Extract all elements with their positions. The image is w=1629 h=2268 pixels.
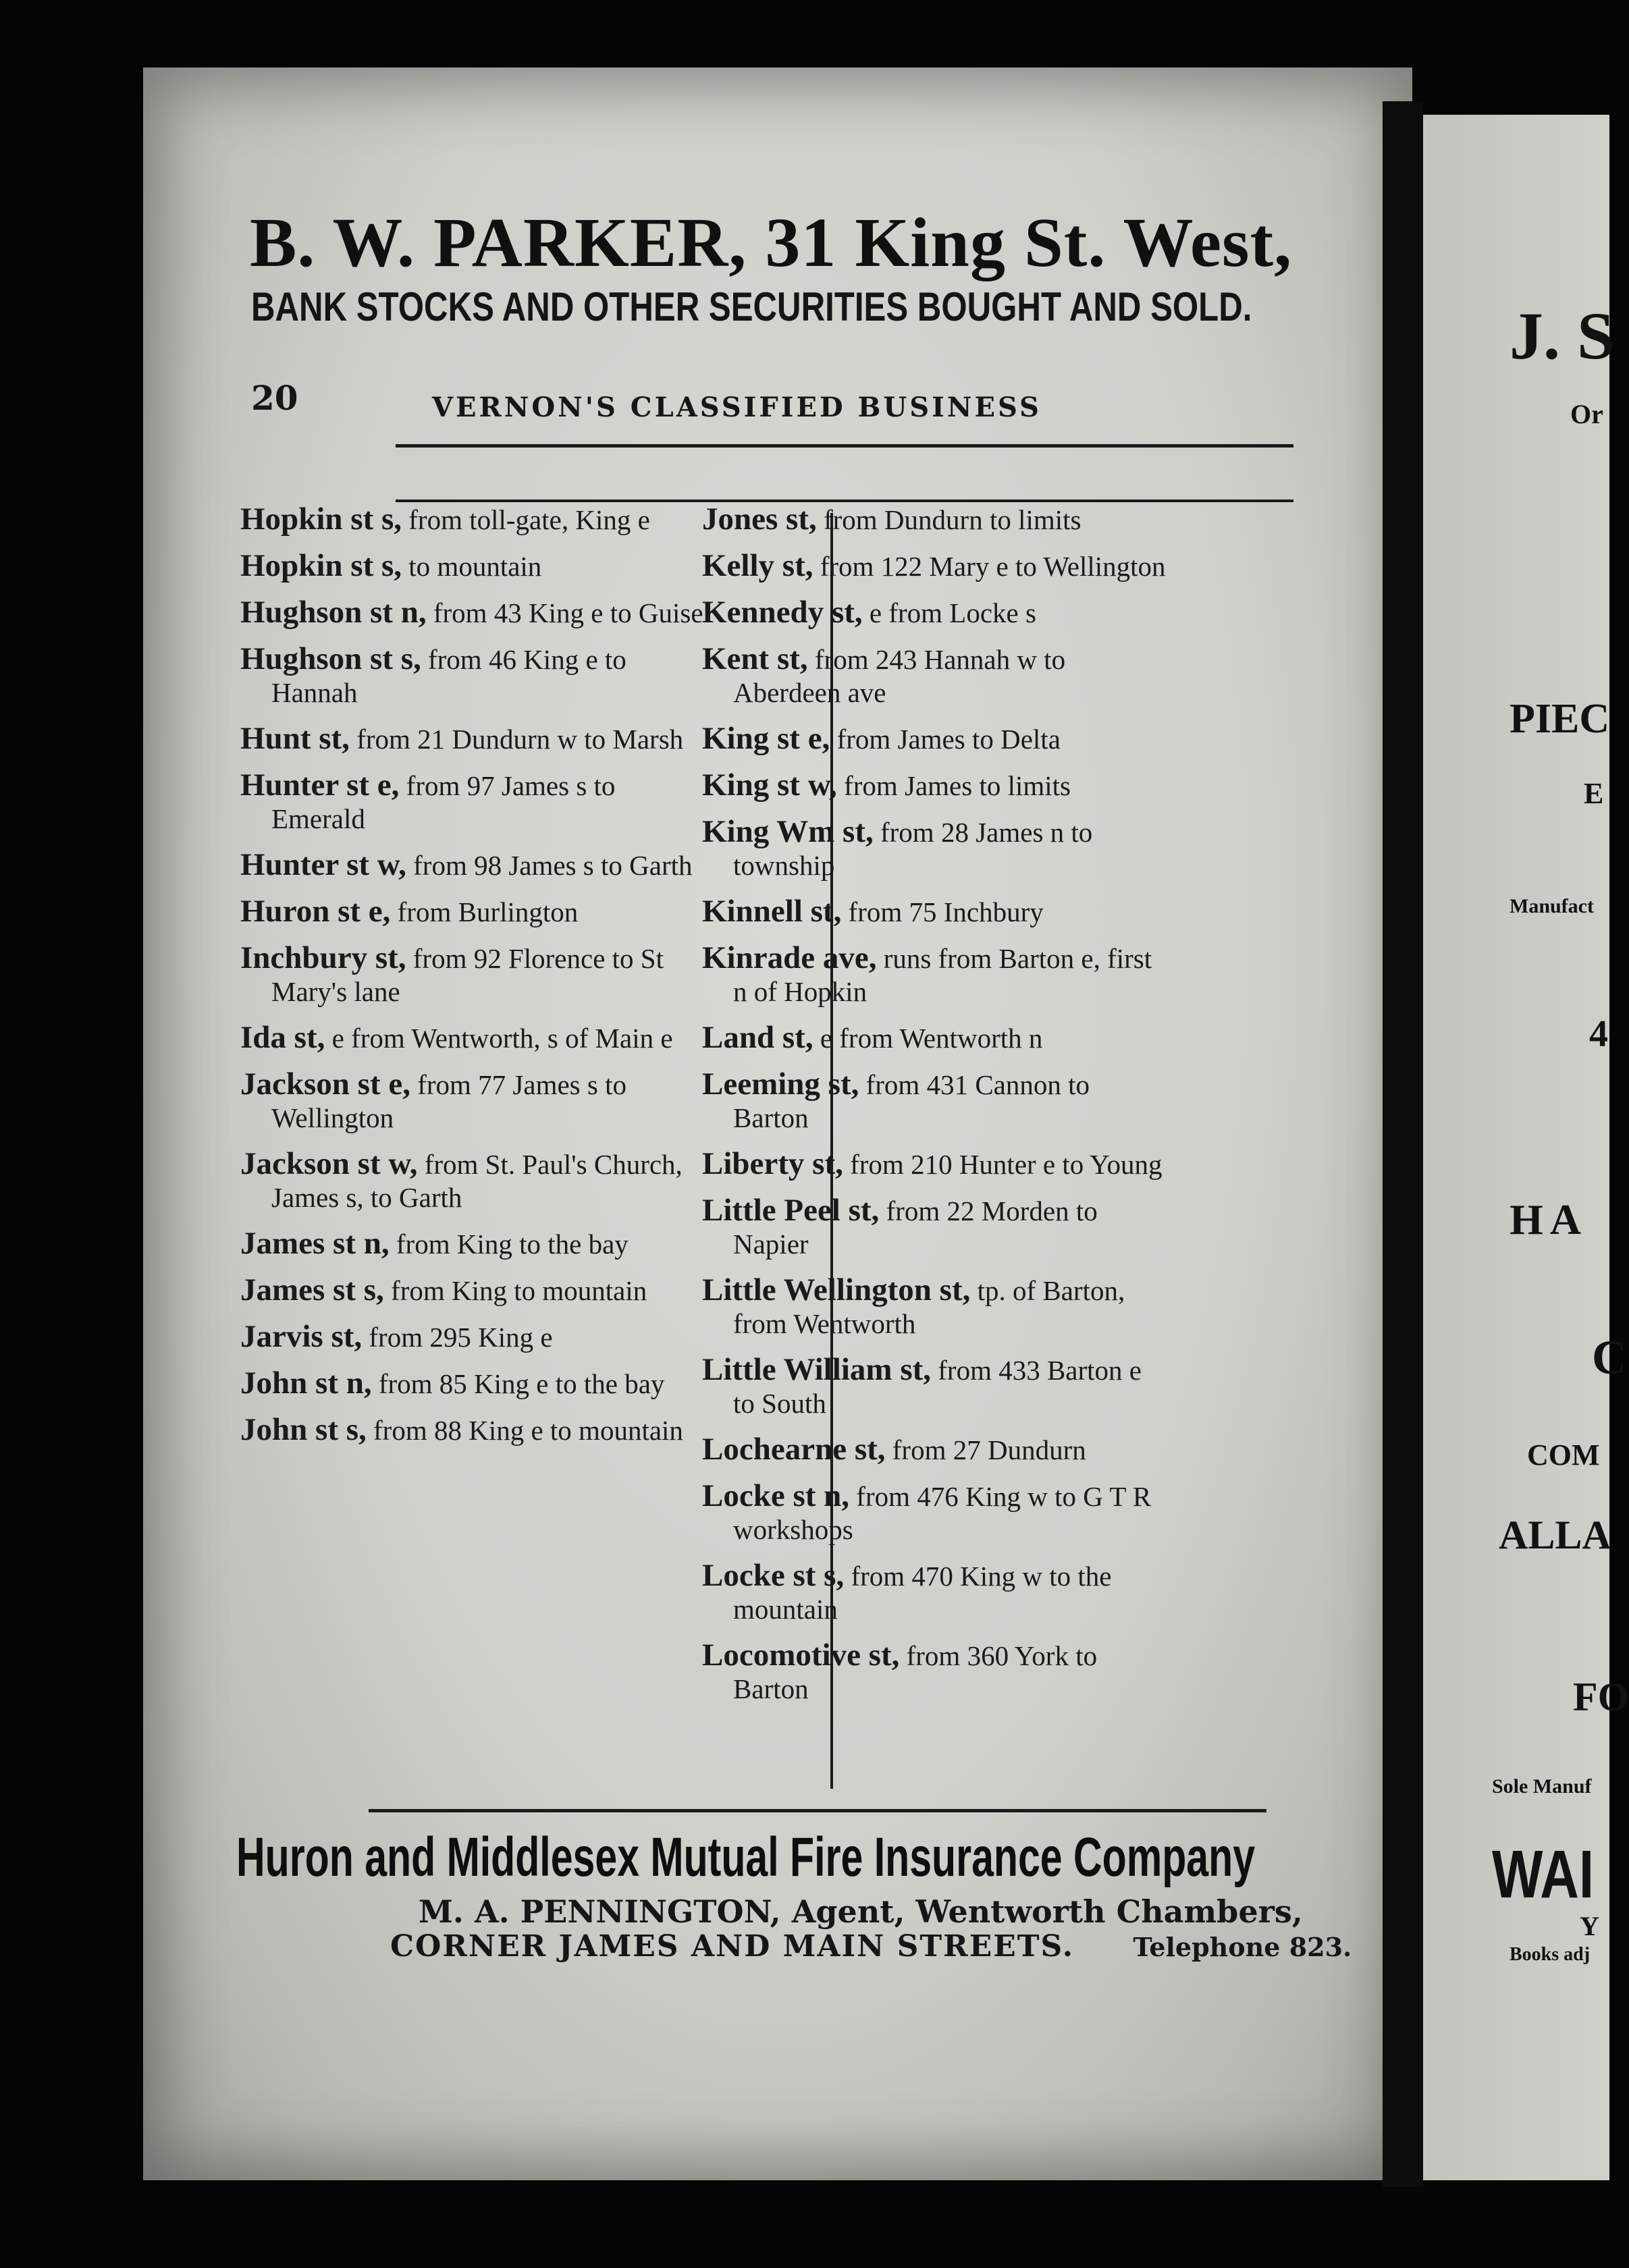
- street-description: from 88 King e to mountain: [373, 1415, 683, 1446]
- street-description: tp. of Barton, from Wentworth: [733, 1275, 1125, 1339]
- street-entry: [240, 1413, 706, 1447]
- footer-company-name: Huron and Middlesex Mutual Fire Insurance Company: [236, 1827, 1256, 1888]
- street-name: Inchbury st,: [240, 940, 406, 975]
- street-name: Hughson st n,: [240, 595, 427, 630]
- street-description: from James to Delta: [836, 724, 1061, 755]
- street-entry: [702, 643, 1168, 709]
- street-entry: [240, 722, 706, 756]
- facing-fragment-4: E: [1584, 777, 1604, 810]
- street-name: John st n,: [240, 1366, 372, 1401]
- street-entry: [240, 1367, 706, 1401]
- facing-fragment-8: C: [1592, 1330, 1627, 1384]
- facing-fragment-13: WAI: [1492, 1837, 1595, 1912]
- street-description: to mountain: [408, 551, 542, 582]
- footer-rule: [369, 1809, 1266, 1812]
- footer-agent-line: M. A. PENNINGTON, Agent, Wentworth Chambers,: [419, 1893, 1303, 1930]
- street-entry: [702, 895, 1168, 929]
- street-name: Locomotive st,: [702, 1638, 900, 1673]
- right-column: [702, 503, 1168, 1719]
- street-description: from St. Paul's Church, James s, to Garth: [271, 1149, 683, 1213]
- street-entry: [240, 596, 706, 630]
- street-entry: [240, 848, 706, 882]
- street-name: King Wm st,: [702, 814, 874, 849]
- street-entry: [240, 895, 706, 929]
- street-name: Jarvis st,: [240, 1319, 363, 1354]
- street-name: Little Wellington st,: [702, 1272, 971, 1307]
- street-entry: [240, 1068, 706, 1135]
- street-description: e from Wentworth n: [820, 1023, 1043, 1054]
- street-entry: [240, 1227, 706, 1261]
- street-description: from 46 King e to Hannah: [271, 644, 626, 708]
- street-entry: [702, 942, 1168, 1008]
- street-name: Kinnell st,: [702, 894, 842, 929]
- street-description: from 43 King e to Guise: [433, 597, 703, 628]
- header-advert-subtitle: BANK STOCKS AND OTHER SECURITIES BOUGHT AND SOLD.: [251, 284, 1252, 329]
- street-description: from King to mountain: [391, 1275, 647, 1306]
- street-description: from 295 King e: [369, 1322, 553, 1353]
- street-description: from 75 Inchbury: [848, 896, 1044, 927]
- street-name: James st n,: [240, 1226, 390, 1261]
- street-entry: [240, 503, 706, 537]
- facing-fragment-1: J. S: [1510, 298, 1615, 373]
- street-entry: [702, 1353, 1168, 1420]
- street-entry: [702, 815, 1168, 882]
- street-name: King st e,: [702, 721, 830, 756]
- street-name: Jones st,: [702, 502, 817, 537]
- street-description: from 27 Dundurn: [892, 1434, 1086, 1465]
- street-entry: [702, 549, 1168, 583]
- street-name: Hunter st w,: [240, 847, 406, 882]
- street-entry: [240, 1148, 706, 1214]
- street-name: Locke st s,: [702, 1558, 845, 1593]
- street-description: from 431 Cannon to Barton: [733, 1069, 1090, 1133]
- street-description: from Dundurn to limits: [823, 504, 1081, 535]
- running-title-rule: [396, 500, 1293, 502]
- left-column: [240, 503, 706, 1460]
- street-description: from 210 Hunter e to Young: [850, 1149, 1163, 1180]
- street-description: from 470 King w to the mountain: [733, 1561, 1112, 1625]
- footer-address: CORNER JAMES AND MAIN STREETS.: [390, 1929, 1075, 1964]
- street-name: Lochearne st,: [702, 1432, 886, 1467]
- street-name: Liberty st,: [702, 1146, 843, 1181]
- header-advert-title: B. W. PARKER, 31 King St. West,: [250, 204, 1293, 281]
- facing-fragment-6: 4: [1589, 1013, 1608, 1055]
- facing-fragment-11: FO: [1573, 1675, 1629, 1719]
- street-description: from 122 Mary e to Wellington: [820, 551, 1166, 582]
- street-description: from 28 James n to township: [733, 817, 1093, 881]
- street-name: Locke st n,: [702, 1478, 850, 1513]
- street-name: Ida st,: [240, 1020, 325, 1055]
- street-entry: [240, 769, 706, 836]
- street-entry: [702, 1148, 1168, 1181]
- street-description: from 22 Morden to Napier: [733, 1195, 1098, 1260]
- street-entry: [702, 1480, 1168, 1546]
- facing-fragment-2: Or: [1570, 399, 1603, 429]
- street-name: Jackson st w,: [240, 1146, 418, 1181]
- street-description: from 77 James s to Wellington: [271, 1069, 626, 1133]
- street-description: from 98 James s to Garth: [413, 850, 693, 881]
- street-description: from 92 Florence to St Mary's lane: [271, 943, 664, 1007]
- street-name: Jackson st e,: [240, 1066, 410, 1102]
- street-entry: [702, 503, 1168, 537]
- street-entry: [702, 1639, 1168, 1706]
- street-entry: [240, 549, 706, 583]
- header-rule: [396, 444, 1293, 448]
- street-entry: [702, 1021, 1168, 1055]
- street-name: Kennedy st,: [702, 595, 863, 630]
- street-name: Hopkin st s,: [240, 548, 402, 583]
- street-description: from toll-gate, King e: [408, 504, 650, 535]
- street-name: Kelly st,: [702, 548, 813, 583]
- street-description: from 476 King w to G T R workshops: [733, 1481, 1152, 1545]
- street-entry: [240, 643, 706, 709]
- street-name: John st s,: [240, 1412, 367, 1447]
- street-entry: [702, 596, 1168, 630]
- street-name: Hughson st s,: [240, 641, 421, 676]
- street-entry: [702, 722, 1168, 756]
- street-name: Huron st e,: [240, 894, 391, 929]
- street-description: from King to the bay: [396, 1228, 629, 1260]
- facing-fragment-3: PIEC: [1510, 696, 1610, 742]
- street-name: King st w,: [702, 767, 837, 803]
- street-name: Hopkin st s,: [240, 502, 402, 537]
- running-title: VERNON'S CLASSIFIED BUSINESS: [432, 392, 1042, 423]
- street-description: from 21 Dundurn w to Marsh: [356, 724, 684, 755]
- street-name: Little William st,: [702, 1352, 932, 1387]
- street-name: Land st,: [702, 1020, 813, 1055]
- street-description: from 243 Hannah w to Aberdeen ave: [733, 644, 1066, 708]
- street-description: from 433 Barton e to South: [733, 1355, 1142, 1419]
- street-name: Leeming st,: [702, 1066, 859, 1102]
- street-entry: [702, 1559, 1168, 1626]
- facing-fragment-14: Y: [1580, 1911, 1599, 1941]
- street-description: from 360 York to Barton: [733, 1640, 1098, 1704]
- street-description: from James to limits: [844, 770, 1071, 801]
- facing-fragment-7: HA: [1510, 1195, 1588, 1243]
- street-entry: [702, 1433, 1168, 1467]
- street-description: from 97 James s to Emerald: [271, 770, 616, 834]
- street-description: from 85 King e to the bay: [378, 1368, 665, 1399]
- street-entry: [702, 769, 1168, 803]
- street-name: Kent st,: [702, 641, 808, 676]
- street-description: e from Locke s: [869, 597, 1036, 628]
- footer-telephone: Telephone 823.: [1133, 1932, 1352, 1962]
- footer-address-line: [390, 1929, 1352, 1964]
- street-description: from Burlington: [397, 896, 579, 927]
- street-name: James st s,: [240, 1272, 384, 1307]
- facing-fragment-12: Sole Manuf: [1492, 1775, 1592, 1798]
- street-entry: [240, 1320, 706, 1354]
- street-name: Hunt st,: [240, 721, 350, 756]
- street-entry: [702, 1194, 1168, 1261]
- facing-fragment-15: Books adj: [1510, 1944, 1591, 1965]
- book-gutter: [1383, 101, 1423, 2187]
- facing-fragment-9: COM: [1527, 1438, 1600, 1472]
- street-name: Little Peel st,: [702, 1193, 880, 1228]
- street-description: runs from Barton e, first n of Hopkin: [733, 943, 1152, 1007]
- street-entry: [702, 1274, 1168, 1341]
- street-entry: [240, 942, 706, 1008]
- street-entry: [240, 1021, 706, 1055]
- street-entry: [702, 1068, 1168, 1135]
- street-name: Kinrade ave,: [702, 940, 877, 975]
- street-entry: [240, 1274, 706, 1307]
- facing-fragment-10: ALLA: [1499, 1513, 1611, 1557]
- street-name: Hunter st e,: [240, 767, 400, 803]
- facing-fragment-5: Manufact: [1510, 895, 1594, 917]
- street-description: e from Wentworth, s of Main e: [331, 1023, 673, 1054]
- page-number: 20: [251, 378, 298, 418]
